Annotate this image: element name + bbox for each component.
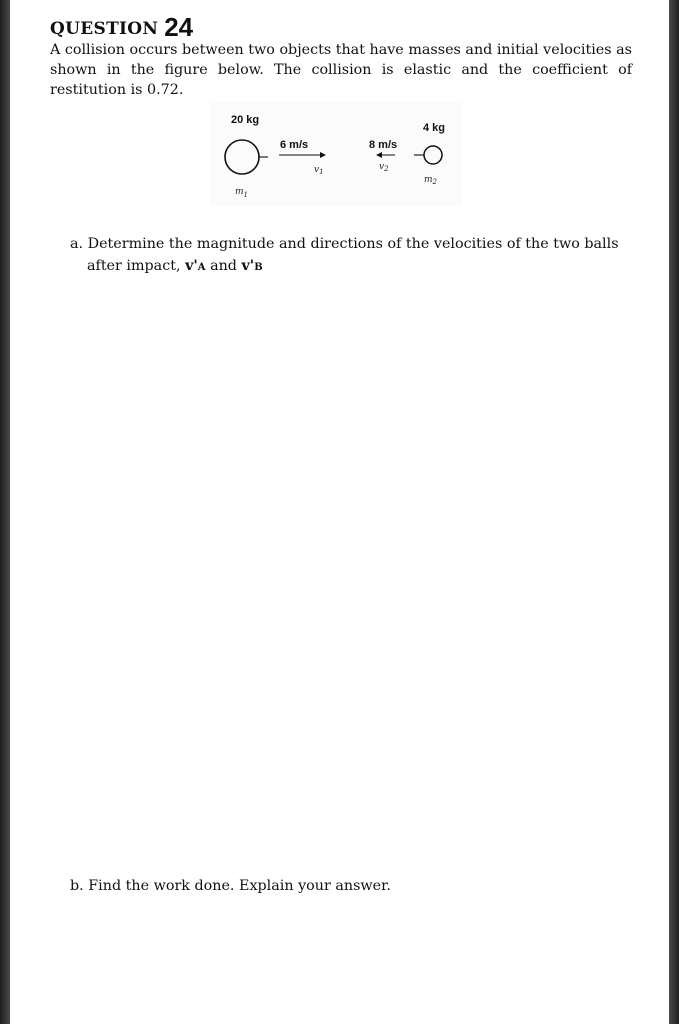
velocity-2-arrowhead [376,152,382,158]
question-word: QUESTION [50,19,159,39]
part-a-conj: and [210,258,237,274]
left-screen-edge [0,0,10,1024]
v1-symbol: $v_1$ [314,165,324,176]
part-b [70,876,635,896]
m2-symbol: $m_2$ [424,175,438,186]
part-a-body [70,233,635,279]
part-b-text: Find the work done. Explain your answer. [88,878,391,894]
collision-diagram [210,102,462,206]
ball-1 [225,140,259,174]
vb-subscript: B [254,262,263,273]
velocity-2-label: 8 m/s [369,139,398,151]
part-a-text: Determine the magnitude and directions of the velocities of the two balls after impact, [87,236,619,274]
part-a-label: a. [70,236,84,252]
part-a [70,233,635,279]
mass-1-label: 20 kg [231,114,260,126]
vb-symbol: v' [241,258,255,274]
question-intro: A collision occurs between two objects that have masses and initial velocities as shown in the figure below. The collision is elastic and the coefficient of restitution is 0.72. [50,42,632,98]
mass-2-label: 4 kg [423,122,446,134]
collision-figure [210,102,462,206]
va-subscript: A [197,262,206,273]
right-screen-edge [669,0,679,1024]
m1-symbol: $m_1$ [235,187,249,199]
v2-symbol: $v_2$ [379,162,389,173]
velocity-1-arrowhead [320,152,326,158]
ball-2 [424,146,442,164]
question-heading [50,12,193,43]
part-b-label: b. [70,878,84,894]
question-number: 24 [164,12,194,42]
va-symbol: v' [185,258,198,274]
velocity-1-label: 6 m/s [280,139,309,151]
